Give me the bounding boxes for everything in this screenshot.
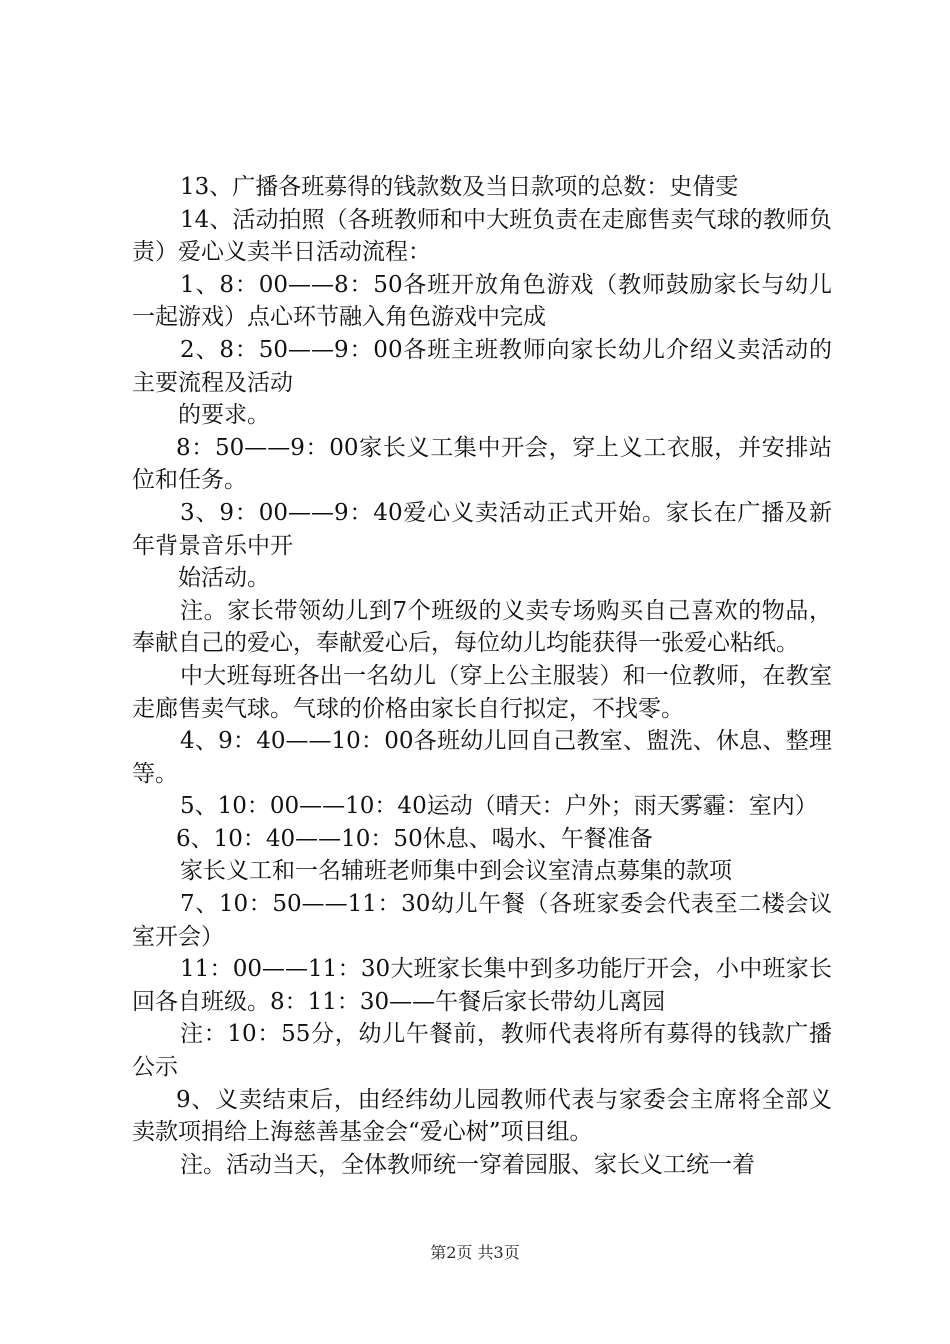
paragraph-step-3-cont: 始活动。 <box>178 565 270 592</box>
paragraph-step-5: 5、10：00——10：40运动（晴天：户外；雨天雾霾：室内） <box>180 793 818 820</box>
paragraph-note-1: 注。家长带领幼儿到7个班级的义卖专场购买自己喜欢的物品，奉献自己的爱心，奉献爱心后，每位幼儿均能获得一张爱心粘纸。 <box>132 597 832 657</box>
paragraph-step-1: 1、8：00——8：50各班开放角色游戏（教师鼓励家长与幼儿一起游戏）点心环节融入角色游戏中完成 <box>132 271 832 331</box>
paragraph-note-3: 注。活动当天，全体教师统一穿着园服、家长义工统一着 <box>180 1151 755 1178</box>
paragraph-step-2: 2、8：50——9：00各班主班教师向家长幼儿介绍义卖活动的主要流程及活动 <box>132 336 832 396</box>
paragraph-count-donations: 家长义工和一名辅班老师集中到会议室清点募集的款项 <box>180 858 732 885</box>
paragraph-13: 13、广播各班募得的钱款数及当日款项的总数：史倩雯 <box>180 174 739 200</box>
paragraph-step-6: 6、10：40——10：50休息、喝水、午餐准备 <box>176 825 653 852</box>
paragraph-step-7: 7、10：50——11：30幼儿午餐（各班家委会代表至二楼会议室开会） <box>132 891 832 950</box>
paragraph-note-2: 注：10：55分，幼儿午餐前，教师代表将所有募得的钱款广播公示 <box>132 1021 832 1081</box>
paragraph-step-3: 3、9：00——9：40爱心义卖活动正式开始。家长在广播及新年背景音乐中开 <box>132 499 832 559</box>
paragraph-step-9: 9、义卖结束后，由经纬幼儿园教师代表与家委会主席将全部义卖款项捐给上海慈善基金会“爱心树”项目组。 <box>132 1086 832 1146</box>
paragraph-balloon-sale: 中大班每班各出一名幼儿（穿上公主服装）和一位教师，在教室走廊售卖气球。气球的价格由家长自行拟定，不找零。 <box>132 662 832 722</box>
document-body <box>132 171 832 1181</box>
paragraph-step-2-cont: 的要求。 <box>178 402 270 429</box>
paragraph-step-4: 4、9：40——10：00各班幼儿回自己教室、盥洗、休息、整理等。 <box>132 728 832 787</box>
paragraph-volunteer-meeting: 8：50——9：00家长义工集中开会，穿上义工衣服，并安排站位和任务。 <box>132 434 832 494</box>
page-number-footer: 第2页 共3页 <box>430 1243 520 1262</box>
paragraph-14: 14、活动拍照（各班教师和中大班负责在走廊售卖气球的教师负责）爱心义卖半日活动流程： <box>132 206 832 266</box>
paragraph-parent-meeting: 11：00——11：30大班家长集中到多功能厅开会，小中班家长回各自班级。8：11：30——午餐后家长带幼儿离园 <box>132 956 832 1015</box>
